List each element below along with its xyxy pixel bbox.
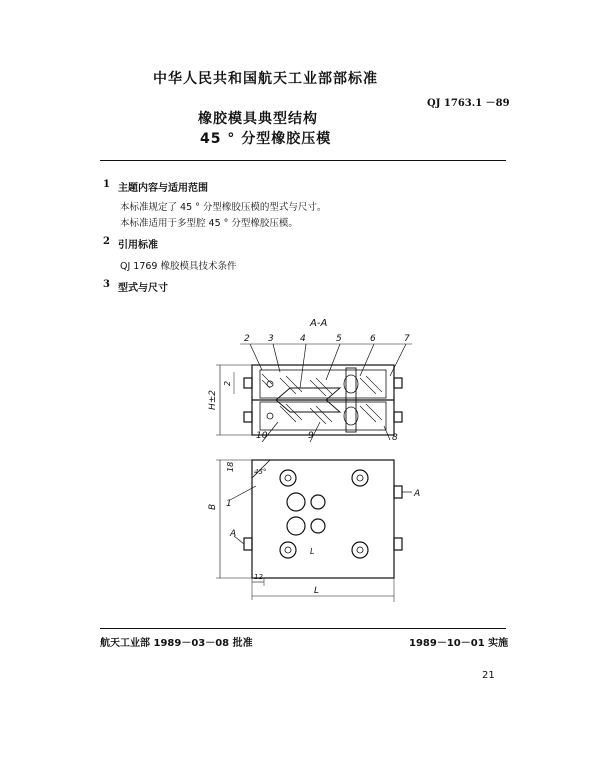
plan-marker: L [310,547,315,556]
part-number: 8 [392,433,398,443]
part-number: 6 [370,334,376,344]
section-number: 1 [103,179,110,190]
section-view-label: A-A [310,318,328,329]
document-subtitle: 45 ° 分型橡胶压模 [200,131,332,147]
issuing-organization: 中华人民共和国航天工业部部标准 [153,71,378,87]
edge-dimension: 12 [254,573,263,581]
part-number: 10 [256,431,268,441]
section-text: 本标准适用于多型腔 45 ° 分型橡胶压模。 [120,218,298,229]
part-number: 5 [336,334,342,344]
plan-view-outline [252,460,394,578]
section-marker: A [414,489,421,499]
footer-rule [100,628,506,629]
mold-technical-drawing [200,310,430,610]
implementation-date: 1989－10－01 实施 [409,638,509,649]
part-number: 2 [244,334,250,344]
section-marker: A [230,529,237,539]
section-title: 主题内容与适用范围 [118,183,208,194]
approval-date: 航天工业部 1989－03－08 批准 [100,638,253,649]
width-dimension: B [208,503,218,510]
part-number: 1 [226,499,232,509]
section-title: 型式与尺寸 [118,283,168,294]
section-number: 2 [103,236,110,247]
section-title: 引用标准 [118,240,158,251]
part-number: 9 [308,431,314,441]
document-title: 橡胶模具典型结构 [198,111,318,127]
angle-dimension: 45° [254,468,267,476]
page-number: 21 [482,670,495,681]
corner-dimension: 18 [226,461,235,472]
length-dimension: L [314,586,320,596]
reference-standard: QJ 1769 橡胶模具技术条件 [120,261,237,272]
part-number: 3 [268,334,274,344]
part-number: 4 [300,334,306,344]
part-number: 7 [404,334,410,344]
section-text: 本标准规定了 45 ° 分型橡胶压模的型式与尺寸。 [120,202,327,213]
gap-dimension: 2 [223,380,232,386]
standard-code: QJ 1763.1 －89 [427,98,510,109]
height-dimension: H±2 [208,389,218,410]
section-number: 3 [103,279,110,290]
header-rule [100,160,506,161]
